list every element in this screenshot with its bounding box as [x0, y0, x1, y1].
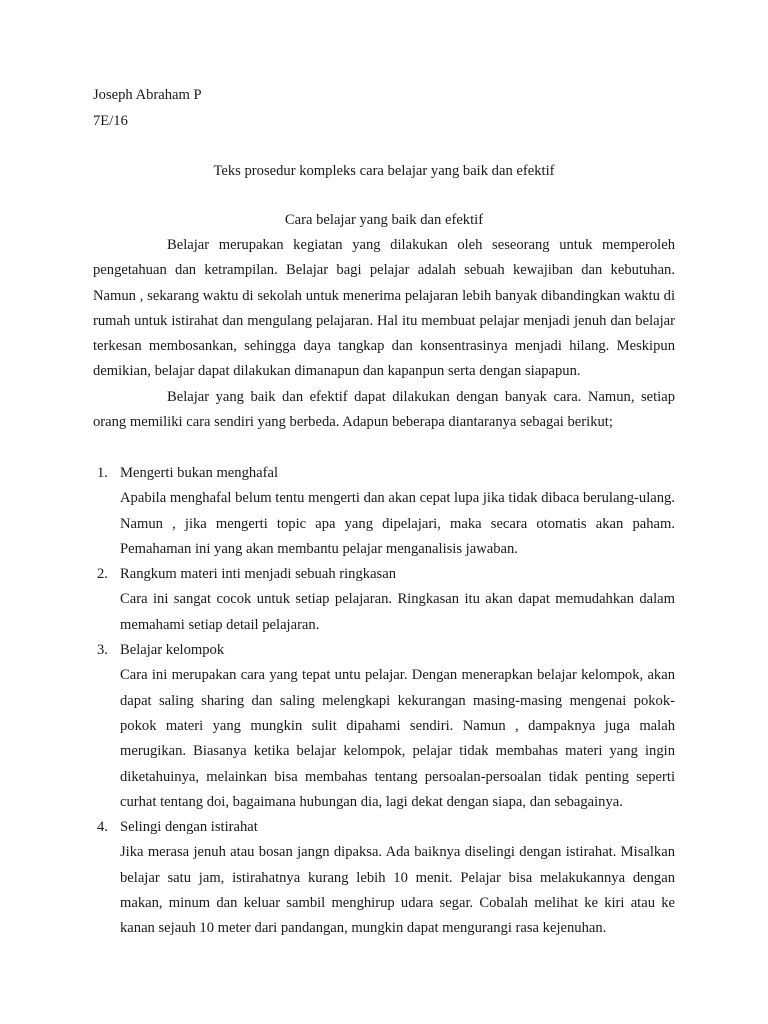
item-body: Cara ini merupakan cara yang tepat untu pelajar. Dengan menerapkan belajar kelompok, akan dapat saling sharing dan saling melengkapi kekurangan masing-masing mengenai pokok-pokok materi yang mungkin sulit dipahami sendiri. Namun , dampaknya juga malah merugikan. Biasanya ketika belajar kelompok, pelajar tidak membahas materi yang ingin diketahuinya, melainkan bisa membahas tentang persoalan-persoalan tidak penting seperti curhat tentang doi, bagaimana hubungan dia, lagi dekat dengan siapa, dan sebagainya. [120, 667, 675, 810]
item-number: 2. [97, 566, 108, 583]
class-label: 7E/16 [93, 113, 128, 129]
item-title: Selingi dengan istirahat [120, 819, 258, 836]
list-item [93, 562, 675, 638]
list-item-head [93, 562, 675, 587]
list-item [93, 638, 675, 815]
list-item [93, 815, 675, 941]
author-name: Joseph Abraham P [93, 87, 202, 103]
item-title: Rangkum materi inti menjadi sebuah ringkasan [120, 566, 396, 583]
item-number: 4. [97, 819, 108, 836]
section-title: Cara belajar yang baik dan efektif [284, 212, 484, 228]
intro-paragraph-2: Belajar yang baik dan efektif dapat dilakukan dengan banyak cara. Namun, setiap orang memiliki cara sendiri yang berbeda. Adapun beberapa diantaranya sebagai berikut; [93, 388, 675, 431]
item-body: Apabila menghafal belum tentu mengerti dan akan cepat lupa jika tidak dibaca berulang-ulang. Namun , jika mengerti topic apa yang dipelajari, maka secara otomatis akan paham. Pemahaman ini yang akan membantu pelajar menganalisis jawaban. [120, 490, 675, 557]
intro-section [93, 233, 675, 435]
list-item-head [93, 815, 675, 840]
steps-list [93, 461, 675, 942]
intro-paragraph-1: Belajar merupakan kegiatan yang dilakukan oleh seseorang untuk memperoleh pengetahuan dan ketrampilan. Belajar bagi pelajar adalah sebuah kewajiban dan kebutuhan. Namun , sekarang waktu di sekolah untuk menerima pelajaran lebih banyak dibandingkan waktu di rumah untuk istirahat dan mengulang pelajaran. Hal itu membuat pelajar menjadi jenuh dan belajar terkesan membosankan, sehingga daya tangkap dan konsentrasinya menjadi hilang. Meskipun demikian, belajar dapat dilakukan dimanapun dan kapanpun serta dengan siapapun. [93, 237, 675, 380]
list-item-head [93, 638, 675, 663]
item-title: Mengerti bukan menghafal [120, 465, 279, 481]
item-title: Belajar kelompok [120, 642, 225, 659]
list-item [93, 461, 675, 562]
item-body: Cara ini sangat cocok untuk setiap pelajaran. Ringkasan itu akan dapat memudahkan dalam memahami setiap detail pelajaran. [120, 591, 675, 633]
item-body: Jika merasa jenuh atau bosan jangn dipaksa. Ada baiknya diselingi dengan istirahat. Misalkan belajar satu jam, istirahatnya kurang lebih 10 menit. Pelajar bisa melakukannya dengan makan, minum dan keluar sambil menghirup udara segar. Cobalah melihat ke kiri atau ke kanan sejauh 10 meter dari pandangan, mungkin dapat mengurangi rasa kejenuhan. [120, 844, 675, 937]
list-item-head [93, 461, 675, 486]
item-number: 1. [97, 465, 108, 481]
item-number: 3. [97, 642, 108, 659]
document-title: Teks prosedur kompleks cara belajar yang baik dan efektif [213, 163, 555, 179]
